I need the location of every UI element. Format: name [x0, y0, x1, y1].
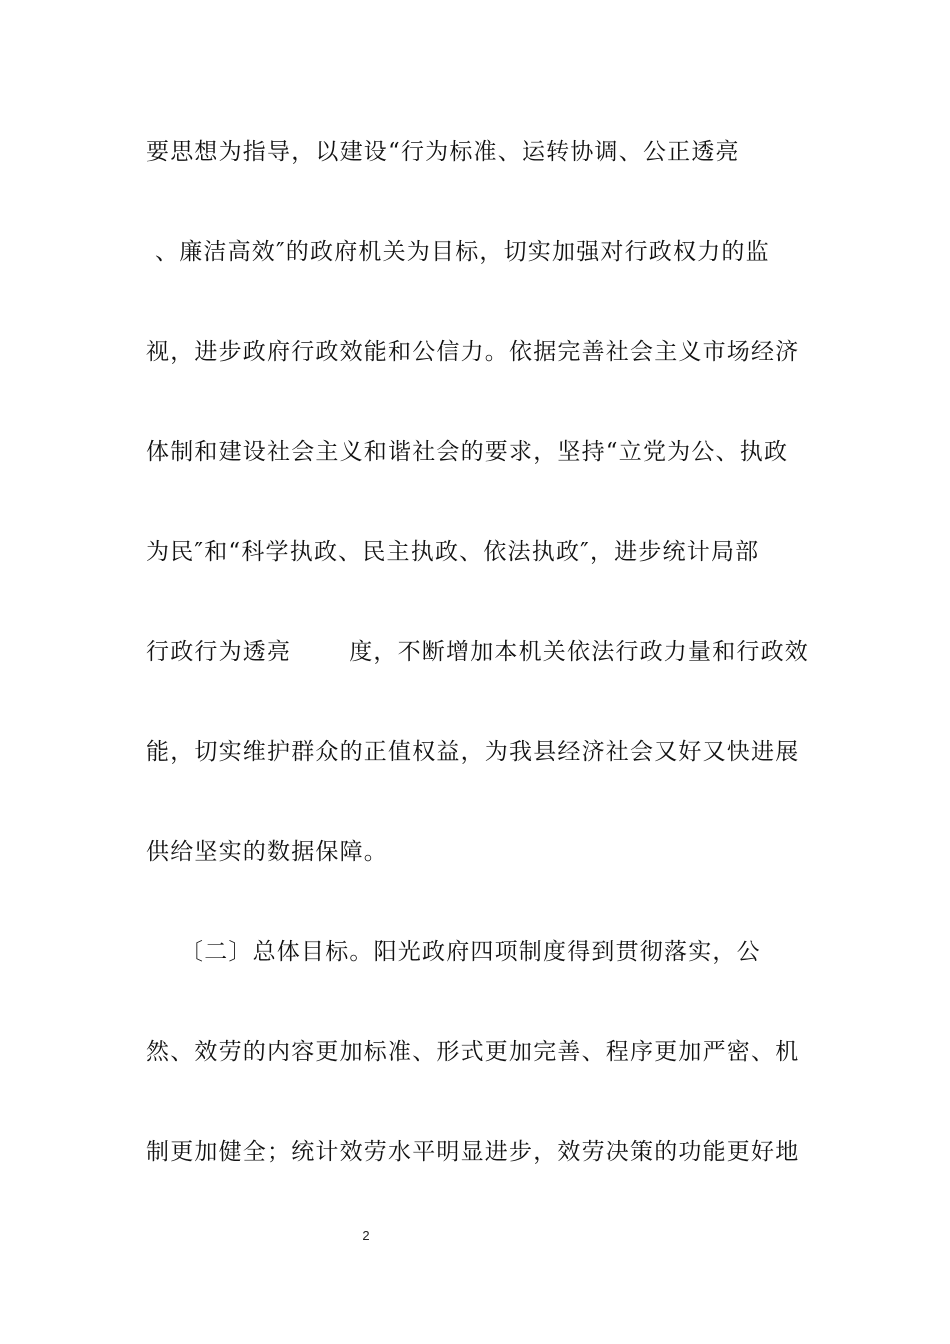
text-line-10: 然、效劳的内容更加标准、形式更加完善、程序更加严密、机 [146, 1039, 800, 1065]
text-line-1: 要思想为指导，以建设“行为标准、运转协调、公正透亮 [146, 139, 740, 165]
text-line-3: 视，进步政府行政效能和公信力。依据完善社会主义市场经济 [146, 339, 800, 365]
text-line-11: 制更加健全；统计效劳水平明显进步，效劳决策的功能更好地 [146, 1139, 800, 1165]
text-line-6-part-2: 度，不断增加本机关依法行政力量和行政效 [349, 639, 810, 665]
text-line-8: 供给坚实的数据保障。 [146, 839, 388, 865]
text-line-6-part-1: 行政行为透亮 [146, 639, 292, 665]
page-number: 2 [362, 1228, 370, 1243]
text-line-5: 为民″和“科学执政、民主执政、依法执政″，进步统计局部 [146, 539, 760, 565]
text-line-4: 体制和建设社会主义和谐社会的要求，坚持“立党为公、执政 [146, 439, 789, 465]
text-line-6 [146, 637, 810, 667]
text-line-2: 、廉洁高效″的政府机关为目标，切实加强对行政权力的监 [155, 239, 770, 265]
text-line-9: 〔二〕总体目标。阳光政府四项制度得到贯彻落实，公 [180, 939, 761, 965]
text-line-7: 能，切实维护群众的正值权益，为我县经济社会又好又快进展 [146, 739, 800, 765]
